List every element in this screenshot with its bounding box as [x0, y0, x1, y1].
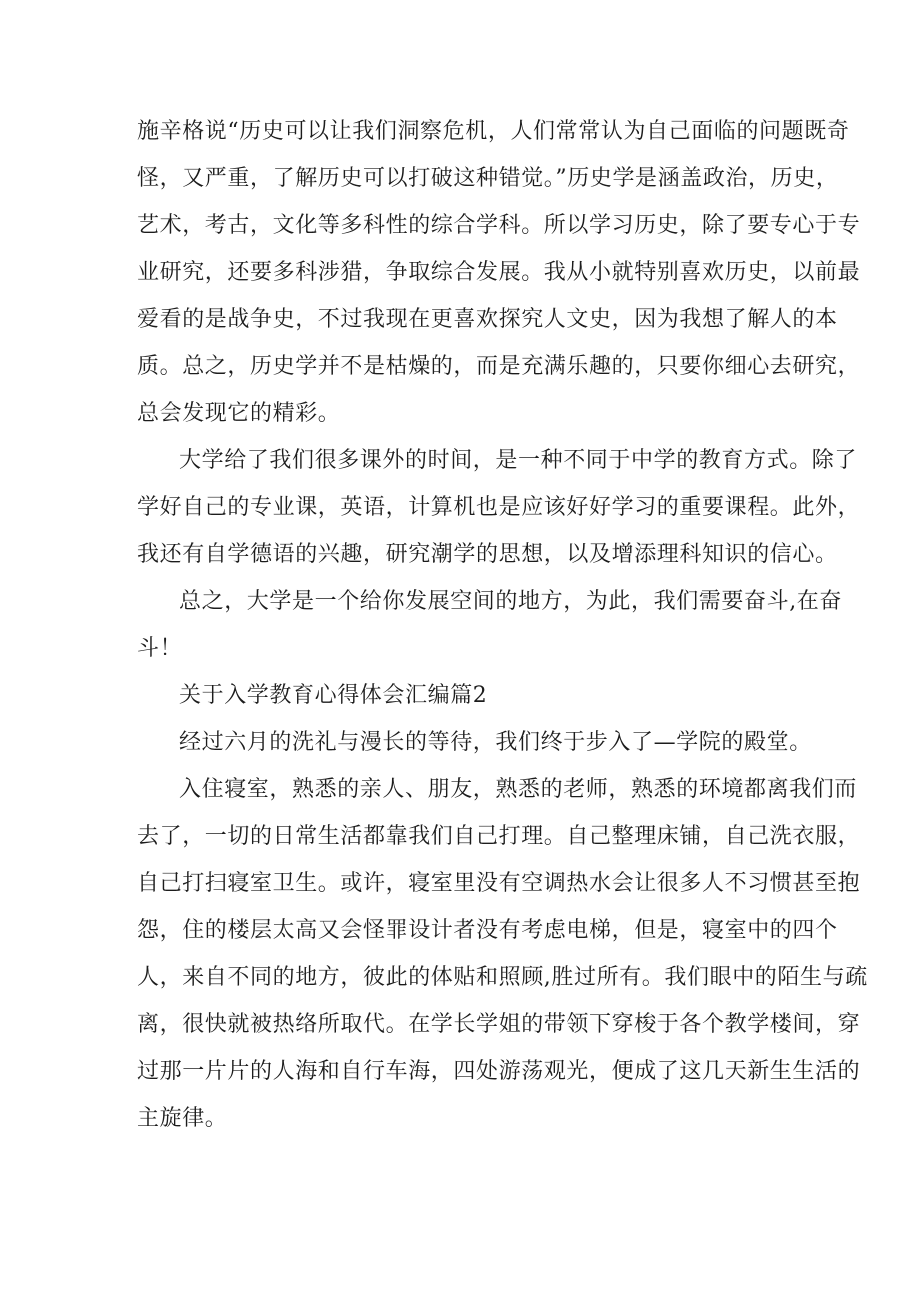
paragraph-line: 自己打扫寝室卫生。或许，寝室里没有空调热水会让很多人不习惯甚至抱 — [137, 871, 861, 896]
paragraph-line: 爱看的是战争史，不过我现在更喜欢探究人文史，因为我想了解人的本 — [137, 307, 838, 332]
paragraph-line: 入住寝室，熟悉的亲人、朋友，熟悉的老师，熟悉的环境都离我们而 — [179, 777, 858, 802]
paragraph-line: 怪，又严重，了解历史可以打破这种错觉。”历史学是涵盖政治，历史， — [137, 166, 839, 191]
paragraph-line: 怨，住的楼层太高又会怪罪设计者没有考虑电梯，但是，寝室中的四个 — [137, 918, 838, 943]
paragraph-line: 过那一片片的人海和自行车海，四处游荡观光，便成了这几天新生生活的 — [137, 1059, 861, 1084]
paragraph-line: 我还有自学德语的兴趣，研究潮学的思想，以及增添理科知识的信心。 — [137, 542, 838, 567]
paragraph-line: 艺术，考古，文化等多科性的综合学科。所以学习历史，除了要专心于专 — [137, 213, 861, 238]
paragraph-line: 质。总之，历史学并不是枯燥的，而是充满乐趣的，只要你细心去研究， — [137, 354, 861, 379]
paragraph-line: 学好自己的专业课，英语，计算机也是应该好好学习的重要课程。此外， — [137, 495, 861, 520]
paragraph-line: 经过六月的洗礼与漫长的等待，我们终于步入了—学院的殿堂。 — [179, 730, 812, 755]
paragraph-line: 业研究，还要多科涉猎，争取综合发展。我从小就特别喜欢历史，以前最 — [137, 260, 861, 285]
paragraph-line: 离，很快就被热络所取代。在学长学姐的带领下穿梭于各个教学楼间，穿 — [137, 1012, 861, 1037]
section-heading: 关于入学教育心得体会汇编篇2 — [179, 683, 488, 708]
paragraph-line: 人，来自不同的地方，彼此的体贴和照顾,胜过所有。我们眼中的陌生与疏 — [137, 965, 868, 990]
paragraph-line: 主旋律。 — [137, 1106, 228, 1131]
paragraph-line: 总会发现它的精彩。 — [137, 401, 341, 426]
paragraph-line: 总之，大学是一个给你发展空间的地方，为此，我们需要奋斗,在奋 — [179, 589, 842, 614]
paragraph-line: 施辛格说“历史可以让我们洞察危机，人们常常认为自己面临的问题既奇 — [137, 119, 850, 144]
paragraph-line: 大学给了我们很多课外的时间，是一种不同于中学的教育方式。除了 — [179, 448, 858, 473]
paragraph-line: 斗！ — [137, 636, 183, 661]
paragraph-line: 去了，一切的日常生活都靠我们自己打理。自己整理床铺，自己洗衣服， — [137, 824, 861, 849]
